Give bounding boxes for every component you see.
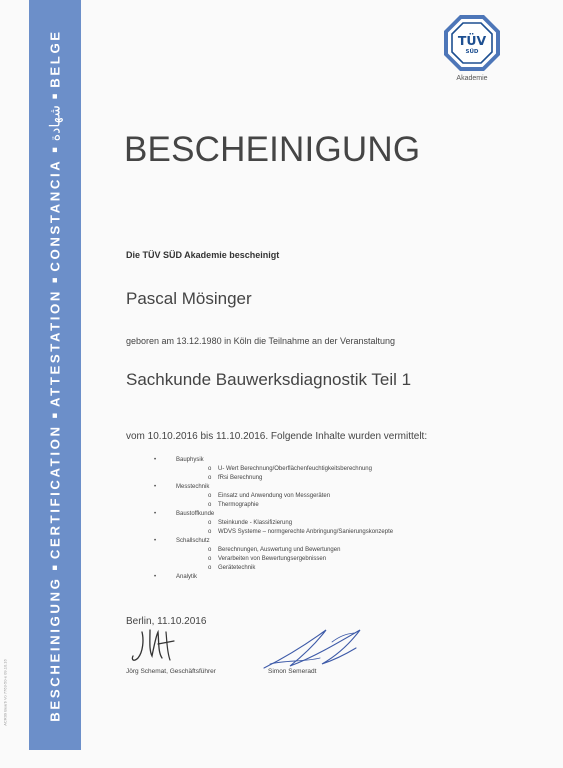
side-word-bescheinigung: BESCHEINIGUNG	[47, 576, 63, 722]
side-separator: ■	[49, 412, 60, 419]
circle-bullet-icon: o	[208, 556, 212, 562]
subtopic-item	[154, 564, 393, 573]
circle-bullet-icon: o	[208, 547, 212, 553]
topic-label: Baustoffkunde	[176, 511, 215, 517]
margin-note: ACR09 Bearb Vo 7763-50-e 09.10.16	[2, 659, 8, 726]
subtopic-item	[154, 501, 393, 510]
course-title: Sachkunde Bauwerksdiagnostik Teil 1	[126, 370, 412, 389]
subtopic-label: Verarbeiten von Bewertungsergebnissen	[218, 556, 327, 562]
certificate-title: BESCHEINIGUNG	[124, 130, 421, 169]
logo-sub: SÜD	[465, 49, 479, 55]
side-word-belge: BELGE	[47, 29, 63, 88]
participant-name: Pascal Mösinger	[126, 289, 252, 308]
octagon-logo-icon	[443, 14, 501, 72]
side-separator: ■	[49, 277, 60, 284]
topic-label: Bauphysik	[176, 457, 204, 463]
subtopic-item	[154, 519, 393, 528]
bullet-icon: •	[154, 511, 157, 517]
dates-line: vom 10.10.2016 bis 11.10.2016. Folgende Inhalte wurden vermittelt:	[126, 431, 428, 442]
subtopic-label: Einsatz und Anwendung von Messgeräten	[218, 493, 331, 499]
circle-bullet-icon: o	[208, 493, 212, 499]
side-separator: ■	[49, 147, 60, 153]
logo-brand: TÜV	[457, 33, 487, 48]
topic-item	[154, 456, 393, 465]
topic-label: Analytik	[176, 574, 198, 580]
topics-list	[154, 456, 393, 582]
topic-item	[154, 537, 393, 546]
subtopic-item	[154, 492, 393, 501]
side-word-certification: CERTIFICATION	[47, 424, 63, 560]
topic-item	[154, 573, 393, 582]
subtopic-label: WDVS Systeme – normgerechte Anbringung/Sanierungskonzepte	[218, 529, 394, 535]
circle-bullet-icon: o	[208, 475, 212, 481]
side-separator: ■	[49, 565, 60, 571]
circle-bullet-icon: o	[208, 520, 212, 526]
signer-1-name: Jörg Schemat, Geschäftsführer	[126, 668, 216, 675]
circle-bullet-icon: o	[208, 565, 212, 571]
topic-item	[154, 510, 393, 519]
subtopic-item	[154, 555, 393, 564]
subtopic-item	[154, 546, 393, 555]
subtopic-item	[154, 528, 393, 537]
signature-1-icon	[128, 626, 182, 668]
circle-bullet-icon: o	[208, 466, 212, 472]
bullet-icon: •	[154, 484, 157, 490]
circle-bullet-icon: o	[208, 529, 212, 535]
place-date: Berlin, 11.10.2016	[126, 616, 207, 627]
intro-line: Die TÜV SÜD Akademie bescheinigt	[126, 250, 280, 260]
topic-label: Schallschutz	[176, 538, 210, 544]
subtopic-item	[154, 474, 393, 483]
subtopic-label: U- Wert Berechnung/Oberflächenfeuchtigkeitsberechnung	[218, 466, 372, 472]
side-separator: ■	[49, 93, 60, 100]
side-band-text	[46, 16, 65, 736]
subtopic-label: Gerätetechnik	[218, 565, 256, 571]
bullet-icon: •	[154, 538, 157, 544]
subtopic-label: Steinkunde - Klassifizierung	[218, 520, 293, 526]
subtopic-item	[154, 465, 393, 474]
side-word-arabic: شهادة	[46, 105, 63, 142]
side-word-attestation: ATTESTATION	[47, 289, 63, 407]
birth-line: geboren am 13.12.1980 in Köln die Teilnahme an der Veranstaltung	[126, 336, 396, 346]
signature-2-icon	[260, 624, 370, 674]
circle-bullet-icon: o	[208, 502, 212, 508]
side-word-constancia: CONSTANCIA	[47, 158, 63, 272]
bullet-icon: •	[154, 457, 157, 463]
subtopic-label: Thermographie	[218, 502, 259, 508]
tuv-sud-logo	[443, 14, 501, 82]
topic-label: Messtechnik	[176, 484, 210, 490]
bullet-icon: •	[154, 574, 157, 580]
logo-caption: Akademie	[456, 75, 488, 82]
subtopic-label: fRsi Berechnung	[218, 475, 263, 481]
topic-item	[154, 483, 393, 492]
signer-2-name: Simon Semeradt	[268, 668, 317, 675]
subtopic-label: Berechnungen, Auswertung und Bewertungen	[218, 547, 341, 553]
